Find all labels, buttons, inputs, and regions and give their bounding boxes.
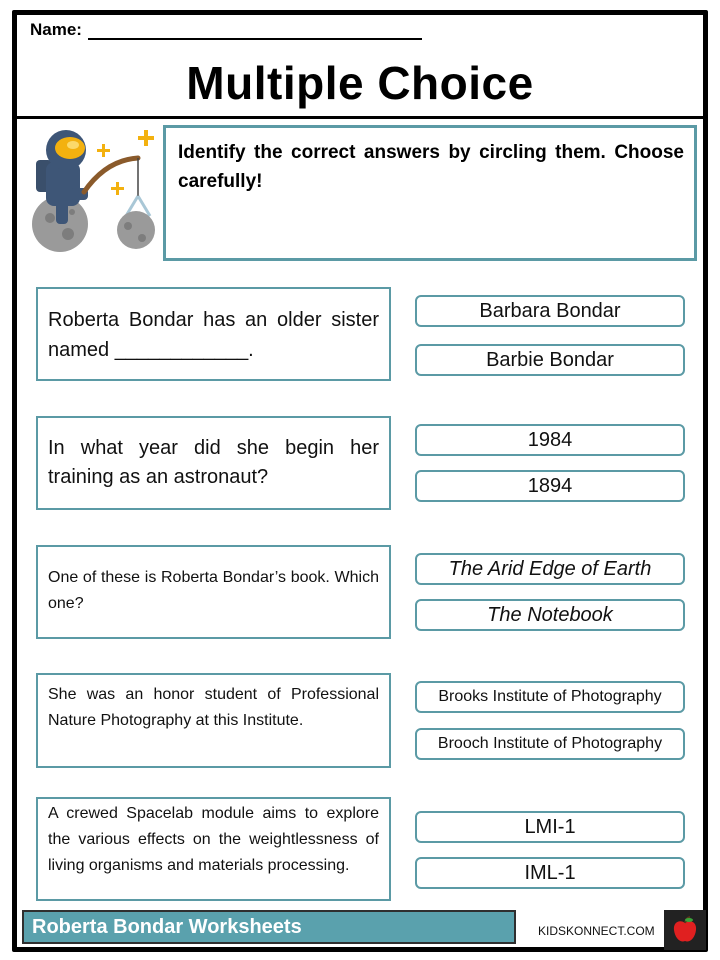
answer-option[interactable]: IML-1 bbox=[415, 857, 685, 889]
answer-option[interactable]: Barbie Bondar bbox=[415, 344, 685, 376]
astronaut-fishing-icon bbox=[26, 122, 162, 258]
name-underline[interactable] bbox=[88, 22, 422, 40]
apple-logo-icon bbox=[664, 910, 706, 950]
answer-option[interactable]: 1894 bbox=[415, 470, 685, 502]
page-title: Multiple Choice bbox=[186, 57, 534, 109]
title-divider bbox=[17, 116, 703, 119]
question-box: One of these is Roberta Bondar’s book. Which one? bbox=[36, 545, 391, 639]
question-box: In what year did she begin her training as an astronaut? bbox=[36, 416, 391, 510]
question-box: A crewed Spacelab module aims to explore the various effects on the weightlessness of living organisms and materials processing. bbox=[36, 797, 391, 901]
question-box: She was an honor student of Professional Nature Photography at this Institute. bbox=[36, 673, 391, 768]
name-label: Name: bbox=[30, 20, 82, 39]
footer-title-bar bbox=[22, 910, 516, 944]
answer-option[interactable]: The Arid Edge of Earth bbox=[415, 553, 685, 585]
answer-option[interactable]: Brooch Institute of Photography bbox=[415, 728, 685, 760]
instructions-box: Identify the correct answers by circling them. Choose carefully! bbox=[163, 125, 697, 261]
question-box: Roberta Bondar has an older sister named ____________. bbox=[36, 287, 391, 381]
footer-site: KIDSKONNECT.COM bbox=[538, 924, 655, 938]
answer-option[interactable]: Barbara Bondar bbox=[415, 295, 685, 327]
answer-option[interactable]: The Notebook bbox=[415, 599, 685, 631]
answer-option[interactable]: LMI-1 bbox=[415, 811, 685, 843]
footer-title: Roberta Bondar Worksheets bbox=[32, 915, 302, 938]
answer-option[interactable]: Brooks Institute of Photography bbox=[415, 681, 685, 713]
name-field[interactable] bbox=[30, 20, 422, 40]
answer-option[interactable]: 1984 bbox=[415, 424, 685, 456]
